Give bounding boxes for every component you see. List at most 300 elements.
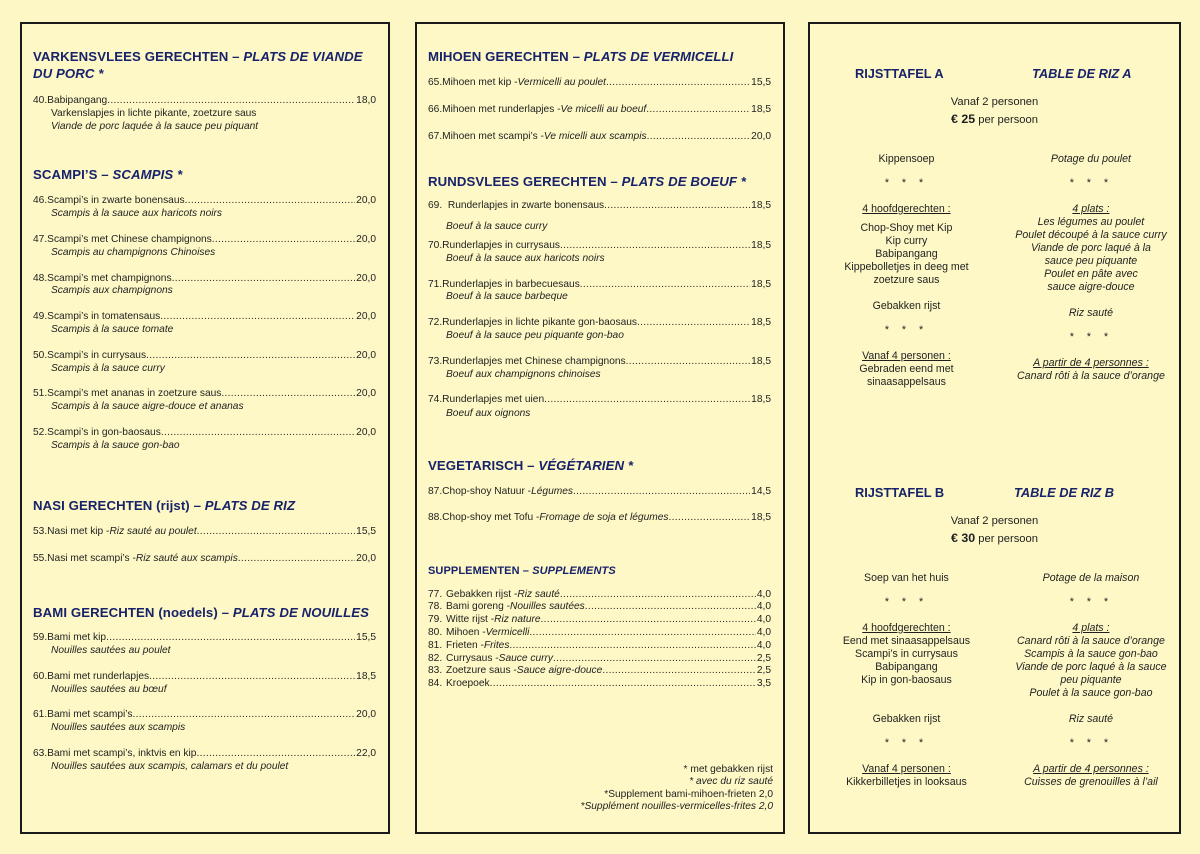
menu-text: RUNDSVLEES GERECHTEN – (428, 174, 622, 190)
menu-item (33, 350, 376, 376)
menu-text: 74. (428, 394, 443, 406)
menu-item (428, 200, 771, 234)
menu-text: Chop-shoy Natuur - (442, 485, 532, 497)
menu-text: * * * (884, 737, 929, 749)
rijsttafel-title (810, 66, 1179, 86)
menu-text: RIJSTTAFEL B (855, 485, 945, 500)
menu-item (428, 486, 771, 499)
menu-text: Chop-shoy met Tofu - (442, 511, 540, 523)
menu-text: 18,0 (356, 95, 376, 106)
menu-text: 20,0 (356, 349, 376, 361)
menu-text: Kip in gon-baosaus (861, 674, 952, 686)
menu-text: PLATS DE BOEUF * (621, 174, 747, 190)
menu-text: zoetzure saus (873, 274, 940, 286)
menu-text: Kippensoep (878, 153, 935, 165)
leader-dots (529, 627, 755, 640)
menu-text: 80. (428, 626, 443, 638)
leader-dots (509, 640, 755, 653)
menu-text: 55. (33, 553, 48, 565)
menu-text: 4 hoofdgerechten : (862, 622, 951, 634)
menu-text: Nouilles sautées au poulet (51, 644, 171, 656)
menu-text: Gebakken rijst - (446, 588, 518, 600)
menu-text: SCAMPIS * (112, 167, 183, 183)
menu-text: 46. (33, 195, 48, 207)
menu-text: 20,0 (356, 553, 376, 565)
menu-text: Riz sauté (1068, 713, 1114, 725)
menu-text: *Supplement bami-mihoen-frieten 2,0 (604, 788, 773, 800)
leader-dots (553, 653, 756, 666)
menu-text: VÉGÉTARIEN * (538, 457, 634, 473)
menu-text: A partir de 4 personnes : (1033, 357, 1149, 369)
menu-item (33, 234, 376, 260)
leader-dots (212, 234, 355, 247)
menu-text: Ve micelli au boeuf (560, 103, 647, 115)
menu-text: VEGETARISCH – (428, 457, 539, 473)
menu-text: 4 hoofdgerechten : (862, 203, 951, 215)
menu-text: Zoetzure saus - (446, 665, 517, 677)
menu-text: 18,5 (751, 103, 771, 115)
menu-text: Kroepoek (446, 678, 490, 690)
menu-text: 87. (428, 485, 443, 497)
menu-text: 83. (428, 665, 443, 677)
menu-item (33, 195, 376, 221)
menu-text: * * * (884, 596, 929, 608)
menu-text: 63. (33, 747, 48, 759)
menu-item (428, 240, 771, 266)
menu-item (428, 279, 771, 305)
leader-dots (107, 95, 355, 108)
menu-panel-right (808, 22, 1181, 834)
menu-item (33, 427, 376, 453)
menu-text: sauce aigre-douce (1047, 281, 1135, 293)
menu-text: 67. (428, 130, 443, 142)
menu-text: Boeuf à la sauce aux haricots noirs (446, 252, 605, 264)
menu-text: sinaasappelsaus (866, 376, 946, 388)
menu-text: 18,5 (751, 200, 771, 212)
menu-text: * * * (884, 324, 929, 336)
section-title (33, 497, 376, 514)
menu-text: * avec du riz sauté (689, 776, 773, 788)
menu-text: 49. (33, 311, 48, 323)
menu-text: Poulet en pâte avec (1044, 268, 1138, 280)
menu-text: Scampis à la sauce aux haricots noirs (51, 208, 223, 220)
menu-text: Witte rijst - (446, 614, 495, 626)
menu-text: 50. (33, 349, 48, 361)
leader-dots (573, 486, 750, 499)
menu-text: 77. (428, 588, 443, 600)
leader-dots (132, 709, 355, 722)
menu-text: 4,0 (756, 588, 771, 600)
menu-text: Scampi’s met champignons (47, 272, 172, 284)
menu-item (33, 748, 376, 774)
menu-text: 48. (33, 272, 48, 284)
section-title (428, 563, 771, 580)
leader-dots (585, 601, 756, 614)
menu-text: Riz sauté (1068, 307, 1114, 319)
menu-text: Gebakken rijst (872, 300, 941, 312)
menu-text: Riz nature (494, 614, 541, 626)
leader-dots (172, 273, 356, 286)
menu-text: 18,5 (751, 317, 771, 329)
menu-item (428, 394, 771, 421)
menu-text: 20,0 (356, 426, 376, 438)
leader-dots (146, 350, 355, 363)
menu-text: * * * (1069, 596, 1113, 608)
menu-text: 4,0 (756, 601, 771, 613)
menu-text: Babipangang (47, 95, 108, 106)
menu-text: RIJSTTAFEL A (855, 66, 944, 81)
menu-text: 18,5 (356, 670, 376, 682)
menu-text: Scampi’s met ananas in zoetzure saus (47, 388, 222, 400)
menu-text: 52. (33, 426, 48, 438)
menu-item (33, 311, 376, 337)
menu-text: Sauce aigre-douce (516, 665, 603, 677)
menu-text: SUPPLEMENTEN – (428, 564, 533, 577)
menu-text: MIHOEN GERECHTEN – (428, 49, 584, 64)
menu-text: Boeuf à la sauce curry (446, 221, 548, 233)
leader-dots (149, 671, 355, 684)
menu-text: 47. (33, 233, 48, 245)
menu-item (33, 709, 376, 735)
menu-text: 18,5 (751, 511, 771, 523)
menu-text: 18,5 (751, 278, 771, 290)
menu-text: Runderlapjes met Chinese champignons (442, 355, 626, 367)
menu-text: BAMI GERECHTEN (noedels) – (33, 605, 233, 621)
menu-text: Potage du poulet (1050, 153, 1132, 165)
menu-text: Scampis à la sauce gon-bao (1024, 648, 1158, 660)
menu-item (33, 95, 376, 133)
section-varkensvlees (33, 48, 376, 133)
menu-text: Scampis à la sauce tomate (51, 323, 174, 335)
menu-item (428, 627, 771, 640)
menu-text: 18,5 (751, 239, 771, 251)
menu-text: Soep van het huis (864, 572, 949, 584)
leader-dots (626, 356, 751, 369)
menu-text: A partir de 4 personnes : (1033, 763, 1149, 775)
menu-text: Boeuf aux oignons (446, 408, 531, 420)
menu-text: 4 plats : (1072, 622, 1110, 634)
menu-text: Runderlapjes in barbecuesaus (442, 278, 580, 290)
menu-text: Vermicelli au poulet (517, 77, 607, 88)
menu-text: 4,0 (756, 626, 771, 638)
menu-panel-middle (415, 22, 785, 834)
menu-text: Frieten - (446, 639, 484, 651)
menu-text: 60. (33, 670, 48, 682)
menu-text: Kikkerbilletjes in looksaus (846, 776, 967, 788)
menu-text: Potage de la maison (1042, 572, 1140, 584)
section-title (33, 166, 376, 183)
section-title (428, 48, 771, 65)
menu-text: Sauce curry (498, 652, 554, 664)
menu-text: Mihoen met kip - (442, 77, 518, 88)
menu-text: 66. (428, 103, 443, 115)
menu-text: per persoon (975, 533, 1038, 545)
menu-text: 4,0 (756, 639, 771, 651)
menu-item (428, 614, 771, 627)
leader-dots (602, 665, 756, 678)
menu-text: * met gebakken rijst (683, 763, 773, 775)
menu-text: 2,5 (756, 652, 771, 664)
menu-text: sauce peu piquante (1044, 255, 1138, 267)
menu-text: SUPPLEMENTS (532, 564, 616, 577)
menu-text: * * * (884, 177, 929, 189)
menu-text: Nouilles sautées aux scampis, calamars et du poulet (51, 760, 289, 772)
menu-text: PLATS DE NOUILLES (232, 605, 370, 621)
menu-text: 88. (428, 511, 443, 523)
menu-text: 15,5 (356, 525, 376, 537)
menu-text: Scampi’s met Chinese champignons (47, 233, 212, 245)
menu-text: 65. (428, 77, 443, 88)
menu-text: * * * (1069, 737, 1113, 749)
menu-text: 3,5 (756, 678, 771, 690)
leader-dots (106, 632, 355, 645)
rijsttafel-min-persons: Vanaf 2 personen (950, 96, 1039, 108)
menu-text: Nouilles sautées aux scampis (51, 722, 186, 734)
leader-dots (541, 614, 756, 627)
menu-text: 20,0 (751, 130, 771, 142)
leader-dots (160, 311, 355, 324)
menu-text: 72. (428, 317, 443, 329)
menu-text: Bami met scampi’s, inktvis en kip (47, 747, 197, 759)
leader-dots (221, 388, 355, 401)
menu-text: Kippebolletjes in deeg met (844, 261, 969, 273)
menu-text: Riz sauté au poulet (109, 525, 197, 537)
leader-dots (647, 131, 751, 144)
menu-text: Vanaf 4 personen : (862, 763, 951, 775)
leader-dots (646, 104, 750, 117)
menu-text: Cuisses de grenouilles à l’ail (1024, 776, 1158, 788)
rijsttafel-price (810, 111, 1179, 129)
menu-text: Scampis au champignons Chinoises (51, 246, 216, 258)
menu-text: Scampi’s in gon-baosaus (47, 426, 161, 438)
menu-text: Runderlapjes met uien (442, 394, 545, 406)
section-mihoen (428, 48, 771, 143)
menu-text: 22,0 (356, 747, 376, 759)
menu-text: Viande de porc laquée à la sauce peu piquant (51, 120, 259, 132)
menu-text: Varkenslapjes in lichte pikante, zoetzure saus (51, 107, 257, 119)
menu-text: Boeuf à la sauce barbeque (446, 291, 568, 303)
menu-item (428, 589, 771, 602)
menu-text: Mihoen met runderlapjes - (442, 103, 561, 115)
menu-item (428, 77, 771, 90)
leader-dots (196, 748, 355, 761)
menu-text: Gebakken rijst (872, 713, 941, 725)
leader-dots (197, 526, 356, 539)
menu-item (428, 131, 771, 144)
section-title (33, 604, 376, 621)
menu-text: Mihoen - (446, 626, 486, 638)
leader-dots (544, 394, 750, 407)
menu-text: Boeuf à la sauce peu piquante gon-bao (446, 329, 624, 341)
menu-text: TABLE DE RIZ B (1014, 485, 1115, 500)
leader-dots (161, 427, 355, 440)
menu-text: Gebraden eend met (859, 363, 954, 375)
section-scampi (33, 166, 376, 452)
menu-item (428, 104, 771, 117)
menu-text: Scampis à la sauce curry (51, 362, 165, 374)
menu-item (33, 273, 376, 299)
menu-text: Nasi met kip - (47, 525, 110, 537)
rijsttafel-a (810, 66, 1179, 389)
menu-panel-left (20, 22, 390, 834)
menu-item (428, 665, 771, 678)
menu-text: Scampis à la sauce aigre-douce et ananas (51, 401, 244, 413)
menu-text: Poulet à la sauce gon-bao (1029, 687, 1153, 699)
rijsttafel-price (810, 530, 1179, 548)
menu-text: 14,5 (751, 485, 771, 497)
menu-text: PLATS DE VERMICELLI (583, 49, 734, 64)
menu-text: Nasi met scampi’s - (47, 553, 136, 565)
menu-text: Scampi’s in zwarte bonensaus (47, 195, 185, 207)
menu-text: Bami met scampi’s (47, 709, 133, 721)
menu-text: PLATS DE RIZ (204, 497, 296, 513)
rijsttafel-min-persons: Vanaf 2 personen (950, 515, 1039, 527)
menu-text: Babipangang (875, 661, 938, 673)
leader-dots (637, 317, 750, 330)
menu-text: 4 plats : (1072, 203, 1110, 215)
menu-text: Poulet découpé à la sauce curry (1015, 229, 1167, 241)
menu-text: Canard rôti à la sauce d’orange (1017, 370, 1165, 382)
menu-text: Riz sauté aux scampis (135, 553, 238, 565)
menu-text: 20,0 (356, 195, 376, 207)
menu-text: peu piquante (1060, 674, 1122, 686)
leader-dots (560, 589, 756, 602)
menu-text: Eend met sinaasappelsaus (842, 635, 971, 647)
menu-text: Bami met runderlapjes (47, 670, 150, 682)
menu-text: 73. (428, 355, 443, 367)
menu-text: Vermicelli (485, 626, 530, 638)
menu-text: 53. (33, 525, 48, 537)
menu-text: SCAMPI’S – (33, 167, 113, 183)
menu-item (428, 640, 771, 653)
leader-dots (580, 279, 750, 292)
menu-item (428, 678, 771, 691)
menu-text: PLATS DE VIANDE DU PORC * (33, 49, 363, 81)
menu-text: Viande de porc laqué à la sauce (1015, 661, 1167, 673)
menu-text: Nouilles sautées (510, 601, 585, 613)
menu-text: *Supplément nouilles-vermicelles-frites 2,0 (580, 801, 773, 813)
menu-item (428, 317, 771, 343)
menu-text: Mihoen met scampi’s - (442, 130, 544, 142)
menu-text: NASI GERECHTEN (rijst) – (33, 497, 205, 513)
menu-text: Boeuf aux champignons chinoises (446, 368, 601, 380)
menu-text: Nouilles sautées au bœuf (51, 683, 167, 695)
menu-item (428, 653, 771, 666)
menu-text: 15,5 (751, 77, 771, 88)
menu-text: Scampi’s in tomatensaus (47, 311, 161, 323)
menu-text: 20,0 (356, 233, 376, 245)
rijsttafel-title (810, 485, 1179, 505)
menu-item (428, 356, 771, 382)
section-title (428, 457, 771, 474)
menu-text: Chop-Shoy met Kip (860, 222, 953, 234)
footnotes (580, 764, 773, 814)
menu-text: 20,0 (356, 311, 376, 323)
menu-text: 51. (33, 388, 48, 400)
menu-text: 84. (428, 678, 443, 690)
menu-item (33, 388, 376, 414)
menu-text: Scampi’s in currysaus (855, 648, 958, 660)
section-bami (33, 604, 376, 773)
menu-text: Scampi’s in currysaus (47, 349, 147, 361)
leader-dots (560, 240, 750, 253)
menu-text: 79. (428, 614, 443, 626)
menu-item (33, 671, 376, 697)
menu-text: € 25 (951, 112, 976, 126)
menu-text: 18,5 (751, 394, 771, 406)
menu-text: Bami goreng - (446, 601, 510, 613)
menu-text: 20,0 (356, 388, 376, 400)
section-title (428, 173, 771, 190)
menu-text: Vanaf 4 personen : (862, 350, 951, 362)
menu-text: Runderlapjes in zwarte bonensaus (442, 200, 605, 212)
menu-text: 4,0 (756, 614, 771, 626)
menu-text: 2,5 (756, 665, 771, 677)
menu-text: Scampis à la sauce gon-bao (51, 439, 180, 451)
menu-text: 81. (428, 639, 443, 651)
menu-text: Fromage de soja et légumes (539, 511, 669, 523)
leader-dots (669, 512, 751, 525)
menu-text: 40. (33, 95, 48, 106)
menu-text: VARKENSVLEES GERECHTEN – (33, 49, 244, 64)
menu-text: € 30 (951, 531, 976, 545)
menu-text: Viande de porc laqué à la (1030, 242, 1151, 254)
menu-text: 71. (428, 278, 443, 290)
menu-text: Currysaus - (446, 652, 499, 664)
menu-item (33, 526, 376, 539)
menu-text: 61. (33, 709, 48, 721)
menu-text: 18,5 (751, 355, 771, 367)
menu-text: Scampis aux champignons (51, 285, 173, 297)
leader-dots (238, 553, 355, 566)
menu-text: Runderlapjes in currysaus (442, 239, 560, 251)
menu-item (33, 632, 376, 658)
menu-text: 69. (428, 200, 443, 212)
leader-dots (490, 678, 756, 691)
menu-text: 78. (428, 601, 443, 613)
menu-text: Les légumes au poulet (1037, 216, 1145, 228)
rijsttafel-b (810, 485, 1179, 789)
menu-text: 70. (428, 239, 443, 251)
section-title (33, 48, 376, 82)
menu-text: Riz sauté (517, 588, 560, 600)
leader-dots (185, 195, 356, 208)
section-nasi (33, 497, 376, 567)
menu-text: TABLE DE RIZ A (1032, 66, 1132, 81)
menu-text: per persoon (975, 114, 1038, 126)
menu-text: Canard rôti à la sauce d’orange (1017, 635, 1165, 647)
menu-text: Kip curry (885, 235, 928, 247)
menu-text: Frites (483, 639, 510, 651)
menu-text: * * * (1069, 177, 1113, 189)
menu-text: 20,0 (356, 272, 376, 284)
menu-text: Bami met kip (47, 632, 107, 644)
menu-item (428, 601, 771, 614)
section-supplementen (428, 563, 771, 691)
menu-text: 59. (33, 632, 48, 644)
menu-text: Ve micelli aux scampis (543, 130, 647, 142)
menu-text: Runderlapjes in lichte pikante gon-baosaus (442, 317, 637, 329)
menu-text: 20,0 (356, 709, 376, 721)
menu-text: * * * (1069, 331, 1113, 343)
section-vegetarisch (428, 457, 771, 525)
section-rundsvlees (428, 173, 771, 421)
menu-text: Babipangang (875, 248, 938, 260)
menu-item (33, 553, 376, 566)
menu-text: 82. (428, 652, 443, 664)
menu-text: 15,5 (356, 632, 376, 644)
menu-text: Légumes (531, 485, 573, 497)
